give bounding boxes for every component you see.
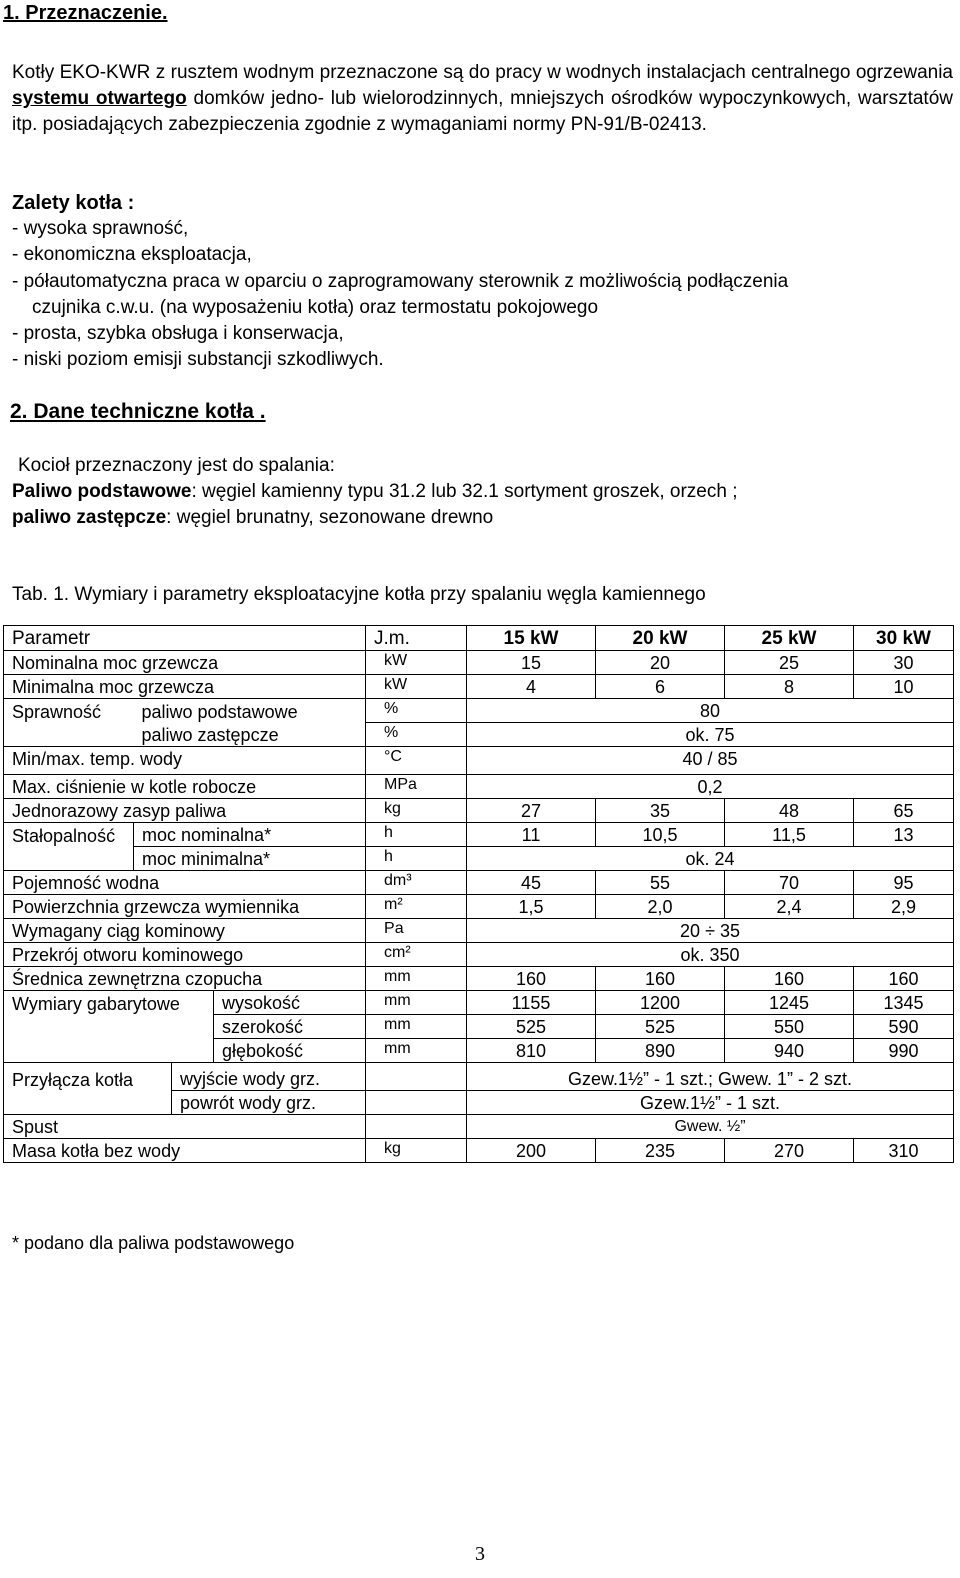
table-row: szerokość mm 525 525 550 590 [4,1015,954,1039]
table-row: Masa kotła bez wody kg 200 235 270 310 [4,1139,954,1163]
table-row: Spust Gwew. ½” [4,1115,954,1139]
table-row: Min/max. temp. wody °C 40 / 85 [4,747,954,775]
fuel-primary: Paliwo podstawowe: węgiel kamienny typu 31.2 lub 32.1 sortyment groszek, orzech ; [12,481,738,502]
table-row: Sprawność paliwo podstawowe % 80 [4,699,954,723]
table-row: paliwo zastępcze % ok. 75 [4,723,954,747]
table-row: Powierzchnia grzewcza wymiennika m² 1,5 2,0 2,4 2,9 [4,895,954,919]
technical-data-table [3,625,954,1163]
fuel-alternative: paliwo zastępcze: węgiel brunatny, sezonowane drewno [12,507,494,528]
section-heading-purpose: 1. Przeznaczenie. [3,2,168,24]
table-row: Stałopalność moc nominalna* h 11 10,5 11,5 13 [4,823,954,847]
table-row: Wymagany ciąg kominowy Pa 20 ÷ 35 [4,919,954,943]
table-row: Średnica zewnętrzna czopucha mm 160 160 160 160 [4,967,954,991]
header-col: 25 kW [725,626,854,651]
table-row: Minimalna moc grzewcza kW 4 6 8 10 [4,675,954,699]
header-param: Parametr [4,626,366,651]
table-row: głębokość mm 810 890 940 990 [4,1039,954,1063]
emphasis-open-system: systemu otwartego [12,88,187,109]
table-row: Jednorazowy zasyp paliwa kg 27 35 48 65 [4,799,954,823]
advantages-title: Zalety kotła : [12,192,135,214]
header-unit: J.m. [366,626,467,651]
header-col: 30 kW [854,626,954,651]
table-row: powrót wody grz. Gzew.1½” - 1 szt. [4,1091,954,1115]
table-row: Nominalna moc grzewcza kW 15 20 25 30 [4,651,954,675]
advantage-item: - wysoka sprawność, [12,218,189,239]
table-caption: Tab. 1. Wymiary i parametry eksploatacyjne kotła przy spalaniu węgla kamiennego [12,584,706,605]
table-row: Przekrój otworu kominowego cm² ok. 350 [4,943,954,967]
table-row: moc minimalna* h ok. 24 [4,847,954,871]
purpose-paragraph: Kotły EKO-KWR z rusztem wodnym przeznaczone są do pracy w wodnych instalacjach centralnego ogrzewania systemu otwartego domków jedno- lub wielorodzinnych, mniejszych ośrodków wypoczynkowych, warsztatów itp. posiadających zabezpieczenia zgodnie z wymaganiami normy PN-91/B-02413. [12,62,954,135]
table-row: Max. ciśnienie w kotle robocze MPa 0,2 [4,775,954,799]
advantage-item-continuation: czujnika c.w.u. (na wyposażeniu kotła) oraz termostatu pokojowego [32,297,599,318]
table-row: Przyłącza kotła wyjście wody grz. Gzew.1½” - 1 szt.; Gwew. 1” - 2 szt. [4,1063,954,1091]
advantage-item: - półautomatyczna praca w oparciu o zaprogramowany sterownik z możliwością podłączenia [12,271,789,292]
header-col: 15 kW [467,626,596,651]
table-header-row [4,626,954,651]
page-number: 3 [475,1543,485,1565]
table-row: Pojemność wodna dm³ 45 55 70 95 [4,871,954,895]
fuel-intro: Kocioł przeznaczony jest do spalania: [18,455,335,476]
advantage-item: - ekonomiczna eksploatacja, [12,244,252,265]
header-col: 20 kW [596,626,725,651]
advantage-item: - niski poziom emisji substancji szkodliwych. [12,349,384,370]
advantage-item: - prosta, szybka obsługa i konserwacja, [12,323,344,344]
section-heading-technical-data: 2. Dane techniczne kotła . [10,400,266,423]
table-row: Wymiary gabarytowe wysokość mm 1155 1200 1245 1345 [4,991,954,1015]
footnote: * podano dla paliwa podstawowego [12,1233,295,1253]
